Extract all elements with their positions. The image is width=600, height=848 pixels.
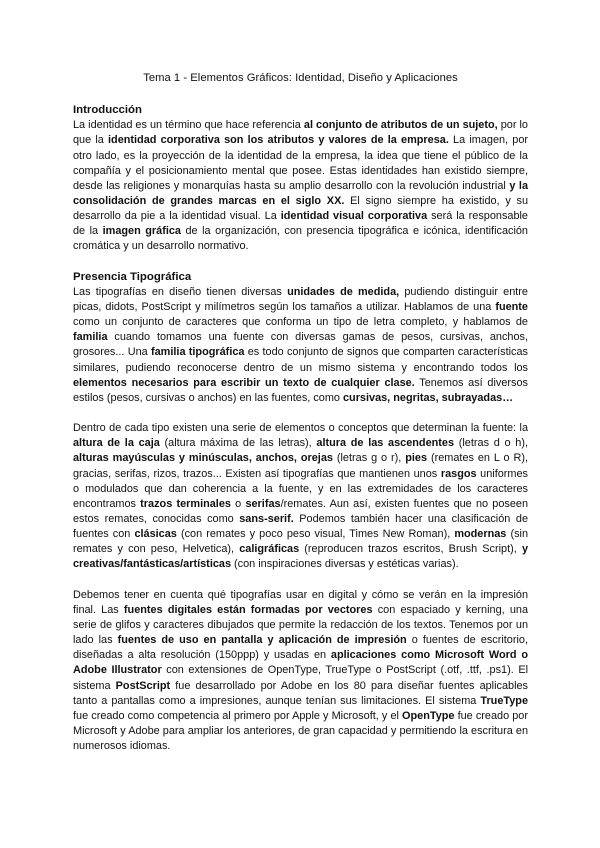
bold-text: y la consolidación de grandes marcas en el siglo XX.: [73, 179, 528, 207]
bold-text: identidad corporativa son los atributos y valores de la empresa.: [108, 134, 449, 147]
bold-text: altura de las ascendentes: [316, 437, 455, 450]
bold-text: identidad visual corporativa: [280, 210, 428, 223]
bold-text: elementos necesarios para escribir un texto de cualquier clase.: [73, 376, 415, 389]
bold-text: fuentes digitales están formadas por vectores: [123, 603, 373, 616]
paragraph-spacer: [73, 573, 528, 588]
bold-text: pies: [405, 452, 428, 465]
bold-text: y creativas/fantásticas/artísticas: [73, 543, 528, 571]
bold-text: TrueType: [480, 694, 528, 707]
document-title: Tema 1 - Elementos Gráficos: Identidad, Diseño y Aplicaciones: [143, 72, 458, 84]
paragraph: Las tipografías en diseño tienen diversas unidades de medida, pudiendo distinguir entre picas, didots, PostScript y milímetros según los tamaños a utilizar. Hablamos de una fuente como un conjunto de caracteres que conforma un tipo de letra completo, y hablamos de familia cuando tomamos una fuente con diversas gamas de pesos, cursivas, anchos, grosores... Una familia tipográfica es todo conjunto de signos que comparten características similares, pudiendo reconocerse dentro de un mismo sistema y encontrando todos los elementos necesarios para escribir un texto de cualquier clase. Tenemos así diversos estilos (pesos, cursivas o anchos) en las fuentes, como cursivas, negritas, subrayadas…: [73, 285, 528, 404]
bold-text: sans-serif.: [239, 513, 294, 525]
bold-text: aplicaciones como Microsoft Word o Adobe Illustrator: [73, 649, 528, 677]
section-heading-introduccion: Introducción: [73, 104, 142, 116]
bold-text: caligráficas: [239, 543, 300, 556]
bold-text: cursivas, negritas, subrayadas…: [342, 391, 514, 404]
bold-text: OpenType: [402, 709, 455, 722]
section-heading-presencia-tipografica: Presencia Tipográfica: [73, 270, 192, 283]
bold-text: al conjunto de atributos de un sujeto,: [303, 119, 498, 132]
bold-text: imagen gráfica: [102, 225, 181, 238]
bold-text: familia: [73, 331, 108, 344]
bold-text: PostScript: [115, 679, 171, 692]
bold-text: unidades de medida,: [287, 285, 400, 298]
bold-text: clásicas: [134, 528, 177, 541]
paragraph: La identidad es un término que hace referencia al conjunto de atributos de un sujeto, por lo que la identidad corporativa son los atributos y valores de la empresa. La imagen, por otro lado, es la proyección de la identidad de la empresa, la idea que tiene el público de la compañía y el posicionamiento mental que posee. Estas identidades han existido siempre, desde las religiones y monarquías hasta su amplio desarrollo con la revolución industrial y la consolidación de grandes marcas en el siglo XX. El signo siempre ha existido, y su desarrollo da pie a la identidad visual. La identidad visual corporativa será la responsable de la imagen gráfica de la organización, con presencia tipográfica e icónica, identificación cromática y un desarrollo normativo.: [73, 119, 528, 253]
bold-text: modernas: [454, 528, 507, 541]
bold-text: alturas mayúsculas y minúsculas, anchos, orejas: [73, 452, 333, 465]
bold-text: altura de la caja: [73, 437, 160, 450]
paragraph: Dentro de cada tipo existen una serie de elementos o conceptos que determinan la fuente: la altura de la caja (altura máxima de las letras), altura de las ascendentes (letras d o h), alturas mayúsculas y minúsculas, anchos, orejas (letras g o r), pies (remates en L o R), gracias, serifas, rizos, trazos... Existen así tipografías que mantienen unos rasgos uniformes o modulados que dan coherencia a la fuente, y en las extremidades de los caracteres encontramos trazos terminales o serifas/remates. Aun así, existen fuentes que no poseen estos remates, conocidas como sans-serif. Podemos también hacer una clasificación de fuentes con clásicas (con remates y poco peso visual, Times New Roman), modernas (sin remates y con peso, Helvetica), caligráficas (reproducen trazos escritos, Brush Script), y creativas/fantásticas/artísticas (con inspiraciones diversas y estéticas varias).: [73, 422, 529, 571]
bold-text: serifas: [245, 497, 281, 510]
paragraph-spacer: [73, 406, 528, 421]
bold-text: fuentes de uso en pantalla y aplicación de impresión: [117, 634, 407, 647]
bold-text: familia tipográfica: [151, 346, 245, 359]
paragraph-spacer: [73, 255, 528, 270]
paragraph: Debemos tener en cuenta qué tipografías usar en digital y cómo se verán en la impresión final. Las fuentes digitales están formadas por vectores con espaciado y kerning, una serie de glifos y caracteres dibujados que permite la redacción de los textos. Tenemos por un lado las fuentes de uso en pantalla y aplicación de impresión o fuentes de escritorio, diseñadas a alta resolución (150ppp) y usadas en aplicaciones como Microsoft Word o Adobe Illustrator con extensiones de OpenType, TrueType o PostScript (.otf, .ttf, .ps1). El sistema PostScript fue desarrollado por Adobe en los 80 para diseñar fuentes aplicables tanto a pantallas como a impresiones, aunque tenían sus limitaciones. El sistema TrueType fue creado como competencia al primero por Apple y Microsoft, y el OpenType fue creado por Microsoft y Adobe para ampliar los anteriores, de gran capacidad y permitiendo la escritura en numerosos idiomas.: [73, 588, 529, 753]
bold-text: fuente: [495, 300, 528, 313]
bold-text: trazos terminales: [140, 497, 231, 510]
bold-text: rasgos: [440, 467, 477, 480]
